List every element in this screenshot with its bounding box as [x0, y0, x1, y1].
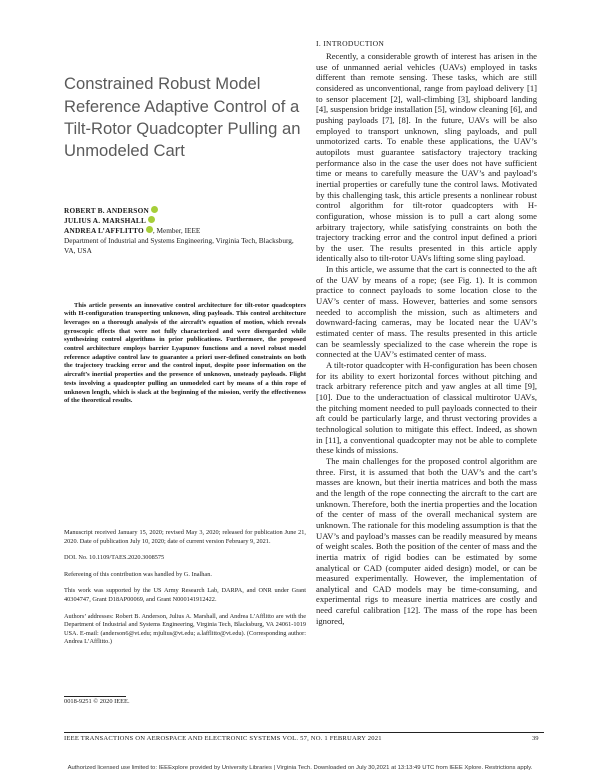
author-entry — [64, 226, 304, 236]
footnote-divider — [64, 696, 126, 697]
author-entry — [64, 216, 304, 226]
author-membership: , Member, IEEE — [152, 226, 201, 235]
body-paragraph: A tilt-rotor quadcopter with H-configuration has been chosen for its ability to exert horizontal forces without pitching and track arbitrary reference pitch and yaw angles at all time [9], [10]. Due to the underactuation of classical multirotor UAVs, the pitching moment needed to pull payloads connected to their aft could be particularly large, and thrust vectoring provides a technological solution to mitigate this effect. Indeed, as shown in [11], a conventional quadcopter may not be able to complete these kinds of missions. — [316, 360, 537, 456]
footer-divider — [64, 732, 544, 733]
author-addresses: Authors’ addresses: Robert B. Anderson, Julius A. Marshall, and Andrea L’Afflitto are with the Department of Industrial and Systems Engineering, Virginia Tech, Blacksburg, VA 24061-1019 USA. E-mail: (anderson6@vt.edu; mjulius@vt.edu; a.lafflitto@vt.edu). (Corresponding author: Andrea L’Afflitto.) — [64, 612, 306, 646]
refereeing-note: Refereeing of this contribution was handled by G. Inalhan. — [64, 570, 212, 578]
paper-title: Constrained Robust Model Reference Adaptive Control of a Tilt-Rotor Quadcopter Pulling an Unmodeled Cart — [64, 74, 301, 161]
body-column — [316, 51, 537, 626]
funding-note: This work was supported by the US Army Research Lab, DARPA, and ONR under Grant 40304747, Grant D18AP00069, and Grant N000141912422. — [64, 587, 306, 603]
section-heading: I. INTRODUCTION — [316, 39, 385, 48]
affiliation: Department of Industrial and Systems Engineering, Virginia Tech, Blacksburg, VA, USA — [64, 236, 294, 255]
body-paragraph: In this article, we assume that the cart is connected to the aft of the UAV by means of a rope; (see Fig. 1). It is common practice to connect payloads to some location close to the UAV’s center of mass. However, batteries and some sensors needed to accomplish the mission, such as altimeters and downward-facing cameras, may be located near the UAV’s estimated center of mass. The results presented in this article can be seamlessly specialized to the case wherein the rope is connected at the UAV’s estimated center of mass. — [316, 264, 537, 360]
author-entry — [64, 206, 304, 216]
orcid-icon[interactable] — [146, 226, 153, 233]
abstract: This article presents an innovative control architecture for tilt-rotor quadcopters with H-configuration transporting unknown, sling payloads. This control architecture leverages on a thorough analysis of the aircraft’s equation of motion, which reveals gyroscopic effects that were not fully characterized and were disregarded while synthesizing control algorithms in prior publications. Furthermore, the proposed control architecture employs barrier Lyapunov functions and a novel robust model reference adaptive control law to guarantee a priori user-defined constraints on both the trajectory tracking error and the control input, despite poor information on the aircraft’s inertial properties and the presence of unknown, unsteady payloads. Flight tests involving a quadcopter pulling an unmodeled cart by means of a thin rope of unknown length, which is slack at the beginning of the mission, verify the effectiveness of the theoretical results. — [64, 301, 306, 405]
copyright-line: 0018-9251 © 2020 IEEE. — [64, 698, 130, 705]
manuscript-dates: Manuscript received January 15, 2020; revised May 3, 2020; released for publication June 21, 2020. Date of publication July 10, 2020; date of current version February 9, 2021. — [64, 529, 306, 545]
page-number: 39 — [532, 735, 539, 742]
author-name: JULIUS A. MARSHALL — [64, 216, 147, 225]
license-notice: Authorized licensed use limited to: IEEExplore provided by University Libraries | Virginia Tech. Downloaded on July 30,2021 at 13:13:49 UTC from IEEE Xplore. Restrictions apply. — [67, 765, 533, 771]
orcid-icon[interactable] — [151, 206, 158, 213]
doi[interactable]: DOI. No. 10.1109/TAES.2020.3008575 — [64, 554, 165, 562]
manuscript-info — [64, 529, 306, 655]
body-paragraph: Recently, a considerable growth of interest has arisen in the use of unmanned aerial vehicles (UAVs) employed in tasks different than remote sensing. These tasks, which are still considered as unconventional, range from payload delivery [1] to sensor placement [2], wall-climbing [3], shipboard landing [4], suspension bridge installation [5], window cleaning [6], and pushing payloads [7], [8]. In the future, UAVs will be also employed to transport unknown, sling payloads, and pull unmotorized carts. To enable these applications, the UAV’s autopilots must guarantee satisfactory trajectory tracking performance also in the case the user does not have sufficient time or means to carefully measure the UAV’s and payload’s inertial properties or carefully tune the control laws. Motivated by this challenging task, this article presents a nonlinear robust control algorithm for tilt-rotor quadcopters with H-configuration, whose mission is to pull a cart along some arbitrary trajectory, while satisfying constraints on both the trajectory tracking error and the control input defined a priori by the user. The results presented in this article apply identically also to tilt-rotor UAVs lifting some sling payload. — [316, 51, 537, 264]
author-block — [64, 206, 304, 256]
journal-name: IEEE TRANSACTIONS ON AEROSPACE AND ELECTRONIC SYSTEMS VOL. 57, NO. 1 FEBRUARY 2021 — [64, 735, 382, 742]
orcid-icon[interactable] — [148, 216, 155, 223]
author-name: ROBERT B. ANDERSON — [64, 206, 149, 215]
body-paragraph: The main challenges for the proposed control algorithm are three. First, it is assumed that both the UAV’s and the cart’s masses are known, but their inertia matrices and both the mass and the length of the rope connecting the aircraft to the cart are unknown. Therefore, both the inertia properties and the location of the center of mass of the overall mechanical system are unknown. The rationale for this modeling assumption is that the UAV’s and payload’s masses can be readily measured by means of weight scales. Both the position of the center of mass and the inertia matrix of rigid bodies can be estimated by some analytical or CAD (computer aided design) model, or can be measured experimentally. However, the implementation of analytical and CAD models may be time-consuming, and experimental rigs to measure inertia matrices are costly and need careful calibration [12]. The mass of the rope has been ignored, — [316, 455, 537, 626]
author-name: ANDREA L’AFFLITTO — [64, 226, 144, 235]
